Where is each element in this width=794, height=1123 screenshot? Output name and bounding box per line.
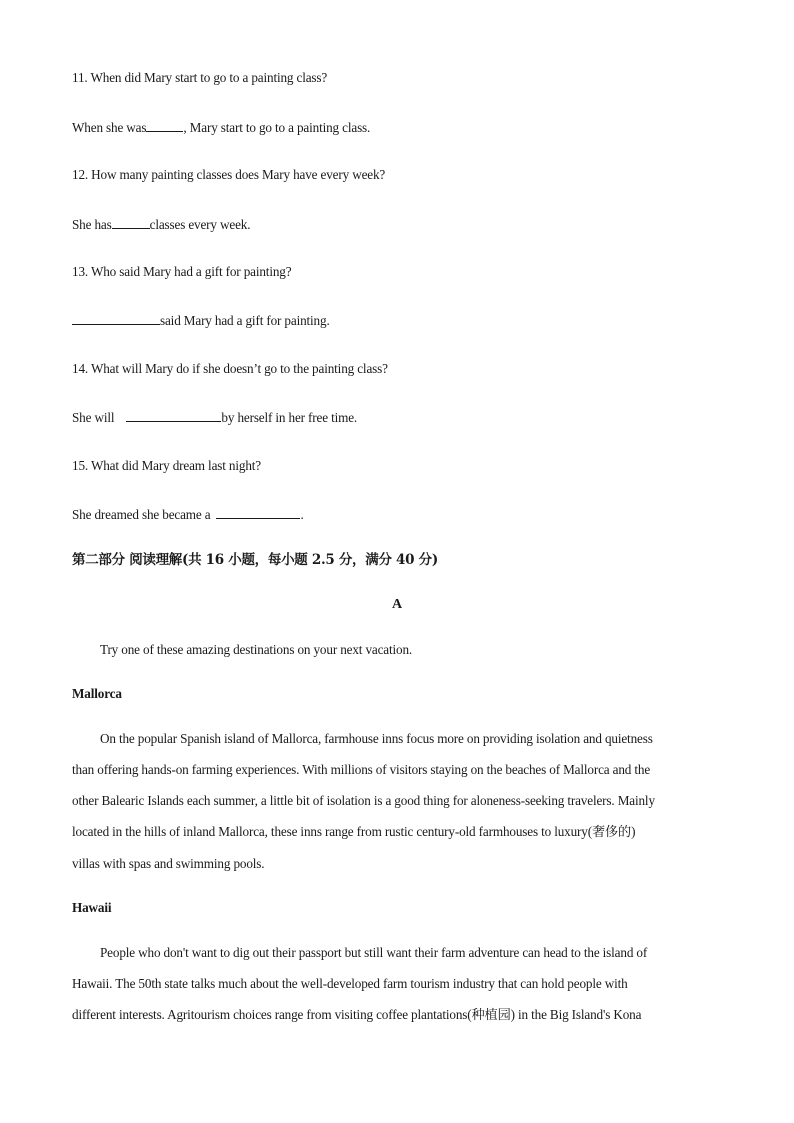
answer-15-blank[interactable] — [216, 506, 300, 519]
question-14: 14. What will Mary do if she doesn’t go to the painting class? — [72, 361, 388, 376]
answer-13-suffix: said Mary had a gift for painting. — [160, 313, 330, 328]
hawaii-line: different interests. Agritourism choices range from visiting coffee plantations(种植园) in the Big Island's Kona — [72, 1007, 642, 1022]
answer-12 — [72, 216, 250, 233]
answer-15-prefix: She dreamed she became a — [72, 507, 211, 522]
answer-11-suffix: , Mary start to go to a painting class. — [183, 120, 371, 135]
answer-13 — [72, 312, 330, 329]
answer-15 — [72, 506, 304, 523]
answer-14-prefix: She will — [72, 410, 115, 425]
answer-15-suffix: . — [300, 507, 304, 522]
answer-11-blank[interactable] — [146, 119, 183, 132]
part-two-title: 第二部分 阅读理解(共 16 小题，每小题 2.5 分，满分 40 分) — [72, 552, 438, 568]
answer-14-blank[interactable] — [126, 409, 221, 422]
answer-12-prefix: She has — [72, 217, 112, 232]
answer-14 — [72, 409, 357, 426]
mallorca-line: villas with spas and swimming pools. — [72, 856, 265, 871]
answer-14-suffix: by herself in her free time. — [221, 410, 358, 425]
answer-13-blank[interactable] — [72, 312, 160, 325]
hawaii-line: Hawaii. The 50th state talks much about the well-developed farm tourism industry that can hold people with — [72, 976, 628, 991]
question-13: 13. Who said Mary had a gift for painting? — [72, 264, 292, 279]
mallorca-line: On the popular Spanish island of Mallorca, farmhouse inns focus more on providing isolation and quietness — [100, 731, 653, 746]
question-11: 11. When did Mary start to go to a painting class? — [72, 70, 328, 85]
mallorca-line: other Balearic Islands each summer, a little bit of isolation is a good thing for aloneness-seeking travelers. Mainly — [72, 793, 655, 808]
answer-11-prefix: When she was — [72, 120, 147, 135]
hawaii-heading: Hawaii — [72, 900, 112, 915]
section-a-heading: A — [391, 597, 403, 612]
mallorca-line: than offering hands-on farming experiences. With millions of visitors staying on the beaches of Mallorca and the — [72, 762, 651, 777]
question-15: 15. What did Mary dream last night? — [72, 458, 261, 473]
mallorca-heading: Mallorca — [72, 686, 122, 701]
mallorca-line: located in the hills of inland Mallorca, these inns range from rustic century-old farmhouses to luxury(奢侈的) — [72, 824, 636, 839]
answer-12-blank[interactable] — [112, 216, 150, 229]
reading-intro: Try one of these amazing destinations on your next vacation. — [100, 642, 413, 657]
answer-11 — [72, 119, 370, 136]
answer-12-suffix: classes every week. — [149, 217, 251, 232]
question-12: 12. How many painting classes does Mary have every week? — [72, 167, 386, 182]
hawaii-line: People who don't want to dig out their passport but still want their farm adventure can head to the island of — [100, 945, 648, 960]
